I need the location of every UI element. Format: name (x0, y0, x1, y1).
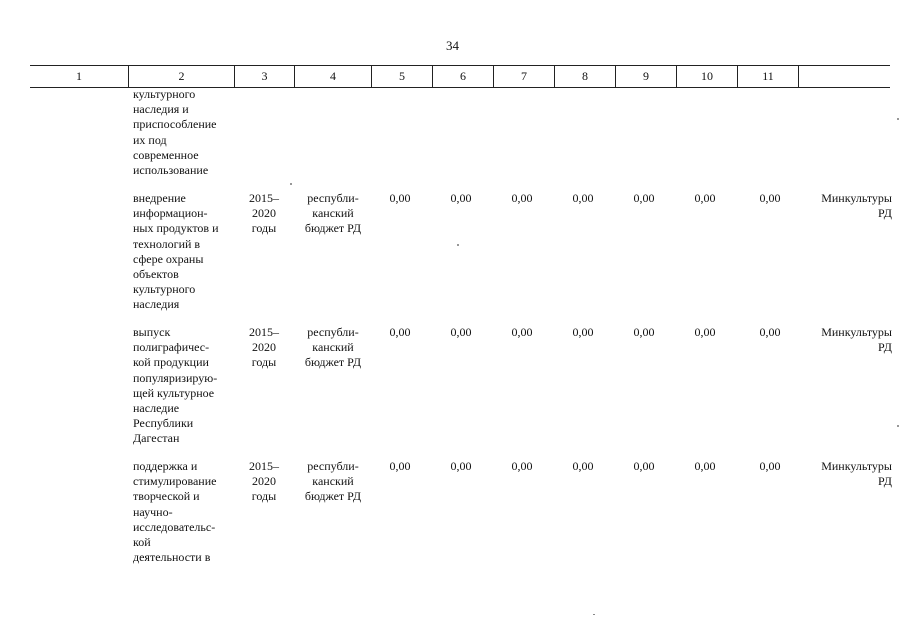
row-years: 2015– 2020 годы (249, 325, 279, 370)
row-value-col7: 0,00 (511, 325, 533, 339)
row-years: 2015– 2020 годы (249, 191, 279, 236)
row-value-col8: 0,00 (572, 325, 594, 339)
header-col-11: 11 (737, 66, 798, 87)
row-value-col11: 0,00 (759, 325, 781, 339)
row-value-col7: 0,00 (511, 191, 533, 205)
header-col-8: 8 (554, 66, 615, 87)
row-value-col9: 0,00 (633, 191, 655, 205)
header-col-12 (798, 66, 890, 87)
header-col-4: 4 (294, 66, 371, 87)
row-executor: Минкультуры РД (821, 325, 892, 355)
row-value-col9: 0,00 (633, 459, 655, 473)
row-value-col5: 0,00 (389, 325, 411, 339)
row-value-col11: 0,00 (759, 459, 781, 473)
row-executor: Минкультуры РД (821, 191, 892, 221)
header-col-7: 7 (493, 66, 554, 87)
scan-speck (290, 183, 292, 185)
header-col-2: 2 (128, 66, 234, 87)
row-executor: Минкультуры РД (821, 459, 892, 489)
scan-speck (897, 425, 899, 427)
header-col-9: 9 (615, 66, 676, 87)
header-col-5: 5 (371, 66, 432, 87)
row-desc: внедрение информацион- ных продуктов и технологий в сфере охраны объектов культурного наследия (133, 191, 219, 312)
row-years: 2015– 2020 годы (249, 459, 279, 504)
row-value-col10: 0,00 (694, 459, 716, 473)
table-header (30, 65, 890, 88)
row-desc: поддержка и стимулирование творческой и научно- исследовательс- кой деятельности в (133, 459, 217, 565)
header-col-6: 6 (432, 66, 493, 87)
row-desc: выпуск полиграфичес- кой продукции популяризирую- щей культурное наследие Республики Дагестан (133, 325, 218, 446)
row-value-col10: 0,00 (694, 191, 716, 205)
header-col-3: 3 (234, 66, 294, 87)
row-budget: республи- канский бюджет РД (304, 459, 362, 504)
scan-speck (897, 118, 899, 120)
page-number: 34 (446, 38, 459, 53)
row-value-col5: 0,00 (389, 191, 411, 205)
row-value-col9: 0,00 (633, 325, 655, 339)
header-col-10: 10 (676, 66, 737, 87)
row-value-col6: 0,00 (450, 325, 472, 339)
continuation-desc: культурного наследия и приспособление их под современное использование (133, 87, 217, 178)
header-col-1: 1 (76, 69, 82, 83)
row-value-col10: 0,00 (694, 325, 716, 339)
row-value-col8: 0,00 (572, 459, 594, 473)
row-budget: республи- канский бюджет РД (304, 325, 362, 370)
row-value-col6: 0,00 (450, 459, 472, 473)
row-value-col7: 0,00 (511, 459, 533, 473)
row-budget: республи- канский бюджет РД (304, 191, 362, 236)
row-value-col8: 0,00 (572, 191, 594, 205)
row-value-col11: 0,00 (759, 191, 781, 205)
row-value-col6: 0,00 (450, 191, 472, 205)
scan-speck (457, 244, 459, 246)
scan-speck (593, 614, 595, 615)
row-value-col5: 0,00 (389, 459, 411, 473)
